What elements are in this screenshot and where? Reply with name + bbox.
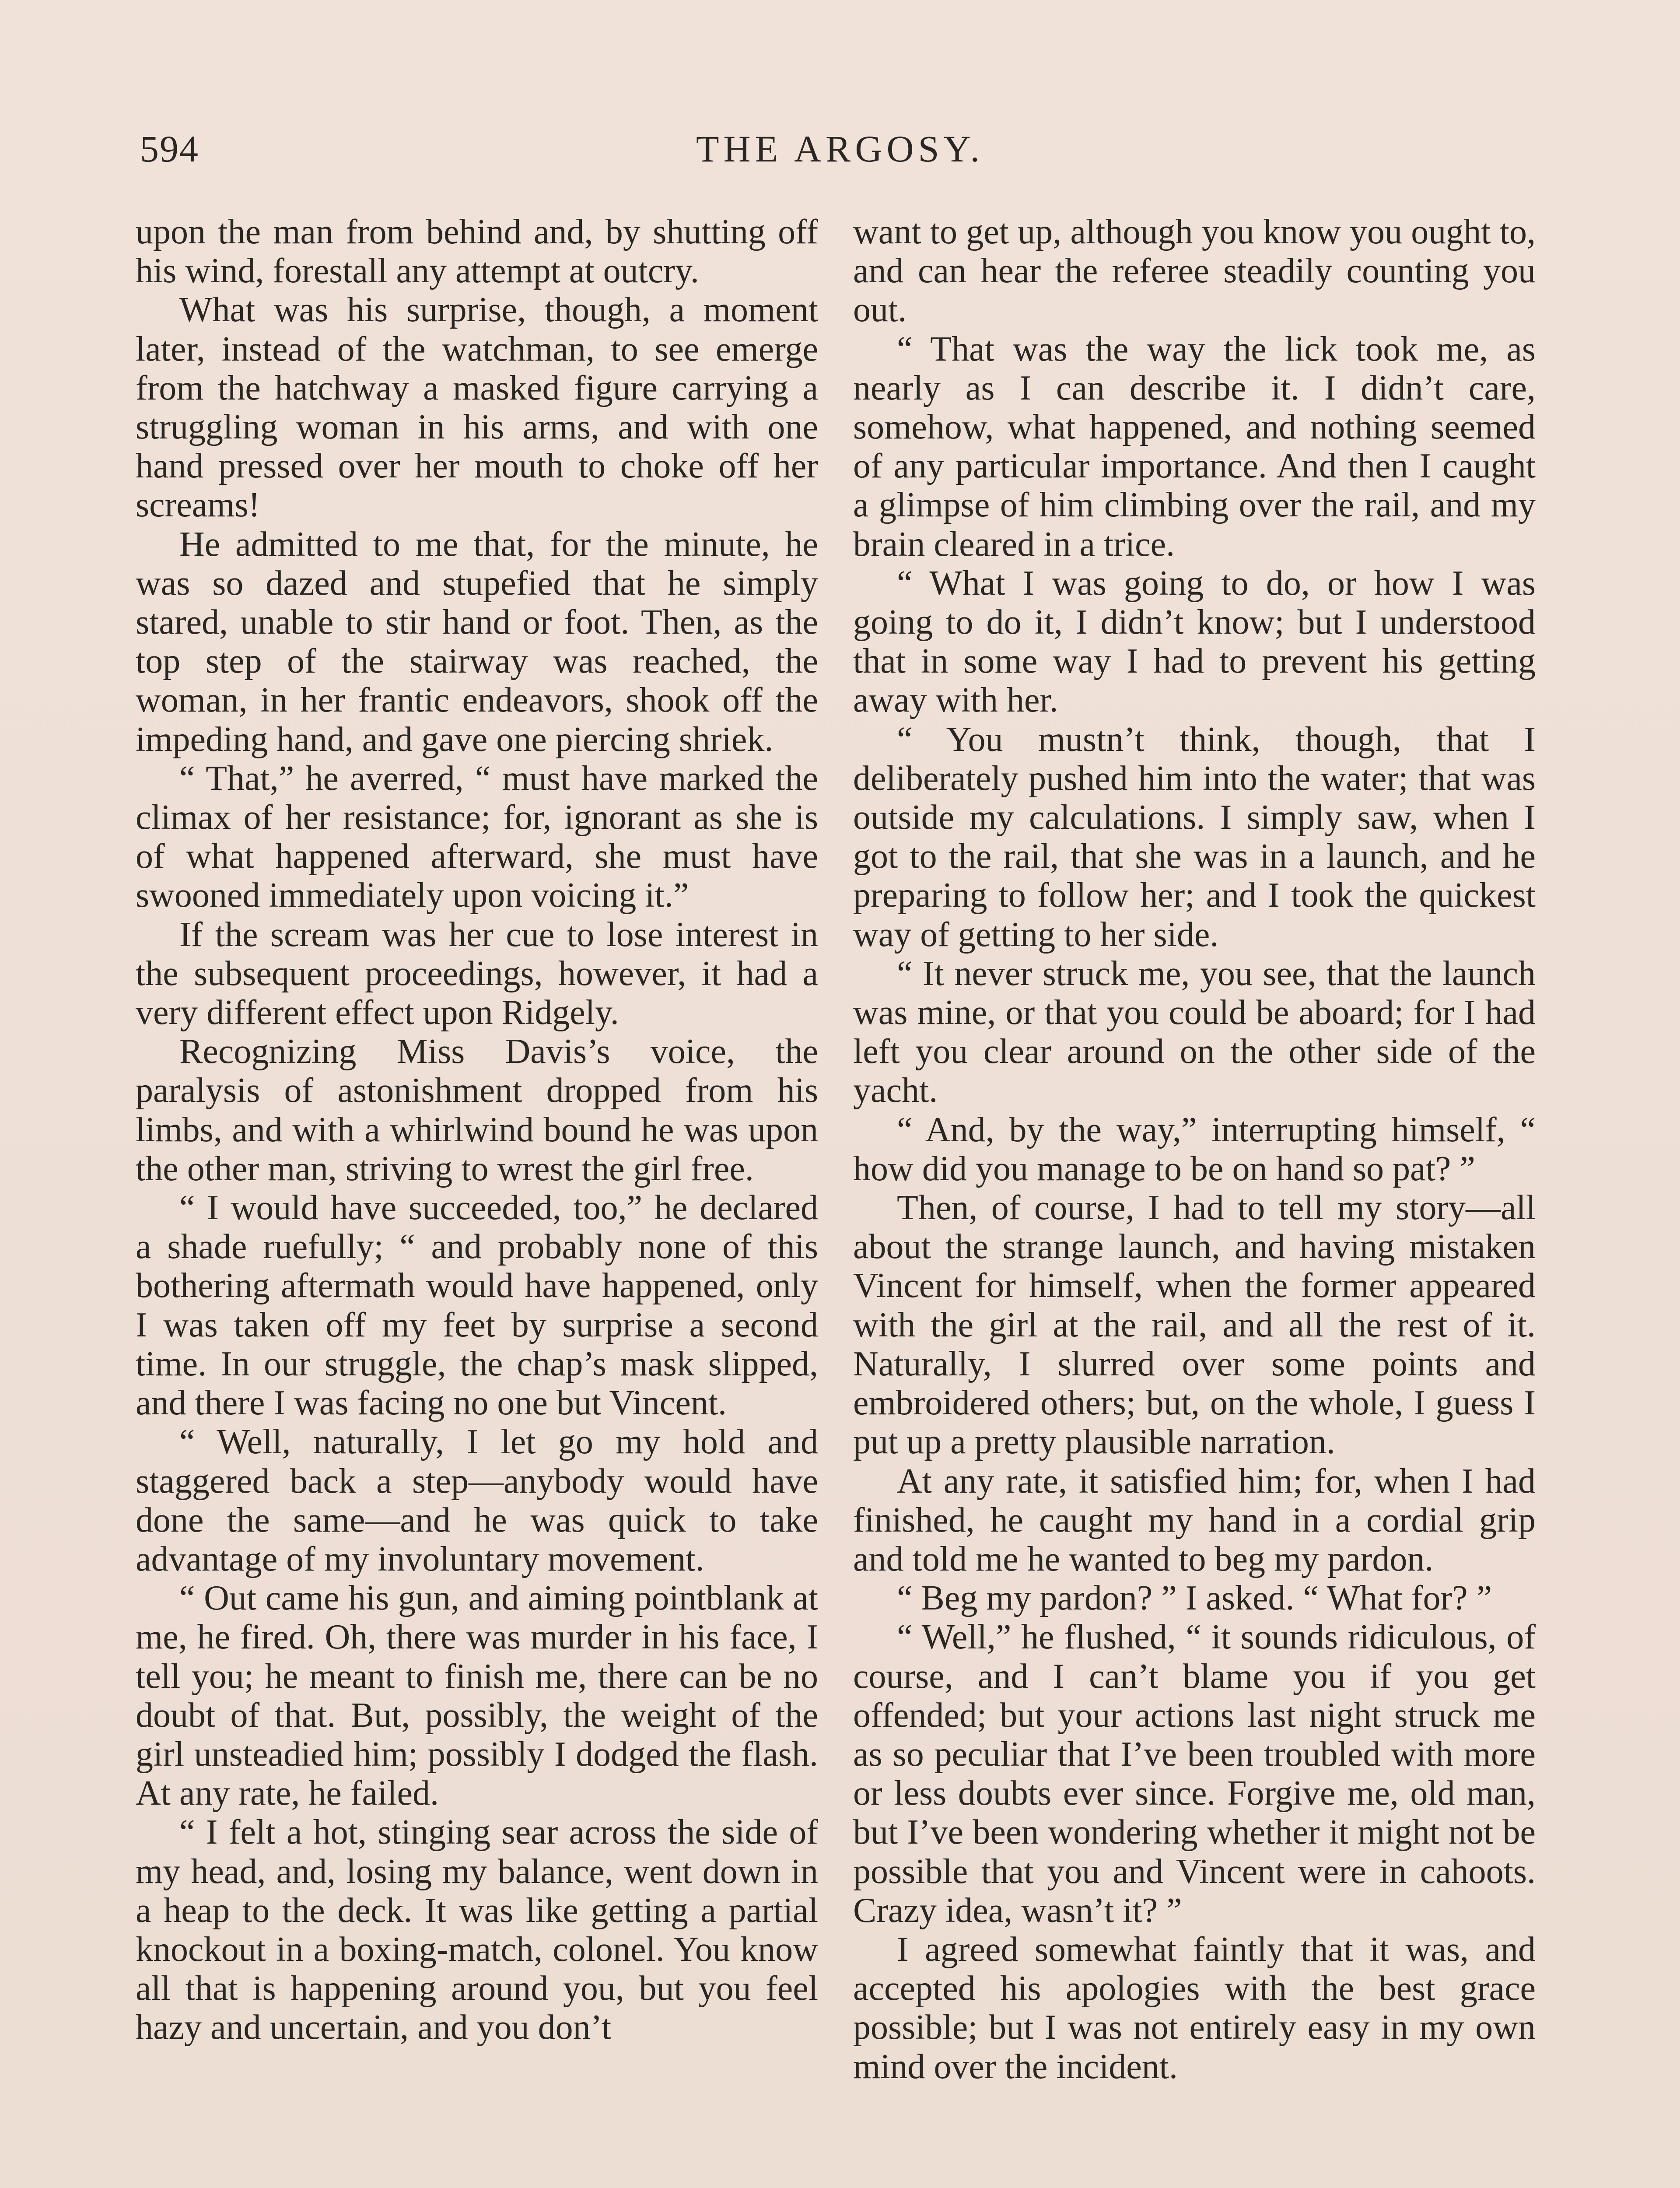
paragraph: “ Out came his gun, and aiming pointblank at me, he fired. Oh, there was murder in his face, I tell you; he meant to finish me, there can be no doubt of that. But, possibly, the weight of the girl unsteadied him; possibly I dodged the flash. At any rate, he failed. (136, 1579, 818, 1813)
left-column (136, 213, 818, 2048)
paragraph: “ You mustn’t think, though, that I deliberately pushed him into the water; that was outside my calculations. I simply saw, when I got to the rail, that she was in a launch, and he preparing to follow her; and I took the quickest way of getting to her side. (853, 720, 1536, 954)
running-title: THE ARGOSY. (696, 128, 984, 170)
paragraph: “ I would have succeeded, too,” he declared a shade ruefully; “ and probably none of this bothering aftermath would have happened, only I was taken off my feet by surprise a second time. In our struggle, the chap’s mask slipped, and there I was facing no one but Vincent. (136, 1189, 818, 1423)
paragraph: “ It never struck me, you see, that the launch was mine, or that you could be aboard; for I had left you clear around on the other side of the yacht. (853, 954, 1536, 1110)
paragraph: If the scream was her cue to lose interest in the subsequent proceedings, however, it had a very different effect upon Ridgely. (136, 915, 818, 1032)
paragraph: upon the man from behind and, by shutting off his wind, forestall any attempt at outcry. (136, 213, 818, 291)
paragraph: “ Well, naturally, I let go my hold and staggered back a step—anybody would have done the same—and he was quick to take advantage of my involuntary movement. (136, 1423, 818, 1578)
paragraph: Then, of course, I had to tell my story—all about the strange launch, and having mistaken Vincent for himself, when the former appeared with the girl at the rail, and all the rest of it. Naturally, I slurred over some points and embroidered others; but, on the whole, I guess I put up a pretty plausible narration. (853, 1189, 1536, 1462)
paragraph: “ What I was going to do, or how I was going to do it, I didn’t know; but I understood that in some way I had to prevent his getting away with her. (853, 564, 1536, 720)
paragraph: What was his surprise, though, a moment later, instead of the watchman, to see emerge from the hatchway a masked figure carrying a struggling woman in his arms, and with one hand pressed over her mouth to choke off her screams! (136, 291, 818, 525)
paragraph: “ Well,” he flushed, “ it sounds ridiculous, of course, and I can’t blame you if you get offended; but your actions last night struck me as so peculiar that I’ve been troubled with more or less doubts ever since. Forgive me, old man, but I’ve been wondering whether it might not be possible that you and Vincent were in cahoots. Crazy idea, wasn’t it? ” (853, 1618, 1536, 1930)
paragraph: I agreed somewhat faintly that it was, and accepted his apologies with the best grace possible; but I was not entirely easy in my own mind over the incident. (853, 1930, 1536, 2086)
paragraph: “ I felt a hot, stinging sear across the side of my head, and, losing my balance, went down in a heap to the deck. It was like getting a partial knockout in a boxing-match, colonel. You know all that is happening around you, but you feel hazy and uncertain, and you don’t (136, 1813, 818, 2047)
paragraph: “ That,” he averred, “ must have marked the climax of her resistance; for, ignorant as she is of what happened afterward, she must have swooned immediately upon voicing it.” (136, 759, 818, 915)
paragraph: want to get up, although you know you ought to, and can hear the referee steadily counting you out. (853, 213, 1536, 330)
paragraph: “ That was the way the lick took me, as nearly as I can describe it. I didn’t care, somehow, what happened, and nothing seemed of any particular importance. And then I caught a glimpse of him climbing over the rail, and my brain cleared in a trice. (853, 330, 1536, 564)
paragraph: At any rate, it satisfied him; for, when I had finished, he caught my hand in a cordial grip and told me he wanted to beg my pardon. (853, 1462, 1536, 1578)
paragraph: He admitted to me that, for the minute, he was so dazed and stupefied that he simply stared, unable to stir hand or foot. Then, as the top step of the stairway was reached, the woman, in her frantic endeavors, shook off the impeding hand, and gave one piercing shriek. (136, 525, 818, 759)
paragraph: Recognizing Miss Davis’s voice, the paralysis of astonishment dropped from his limbs, and with a whirlwind bound he was upon the other man, striving to wrest the girl free. (136, 1032, 818, 1188)
page-header (131, 127, 1549, 179)
paragraph: “ And, by the way,” interrupting himself, “ how did you manage to be on hand so pat? ” (853, 1110, 1536, 1188)
paragraph: “ Beg my pardon? ” I asked. “ What for? ” (897, 1579, 1492, 1618)
page-number: 594 (140, 128, 199, 170)
right-column (853, 213, 1536, 2086)
